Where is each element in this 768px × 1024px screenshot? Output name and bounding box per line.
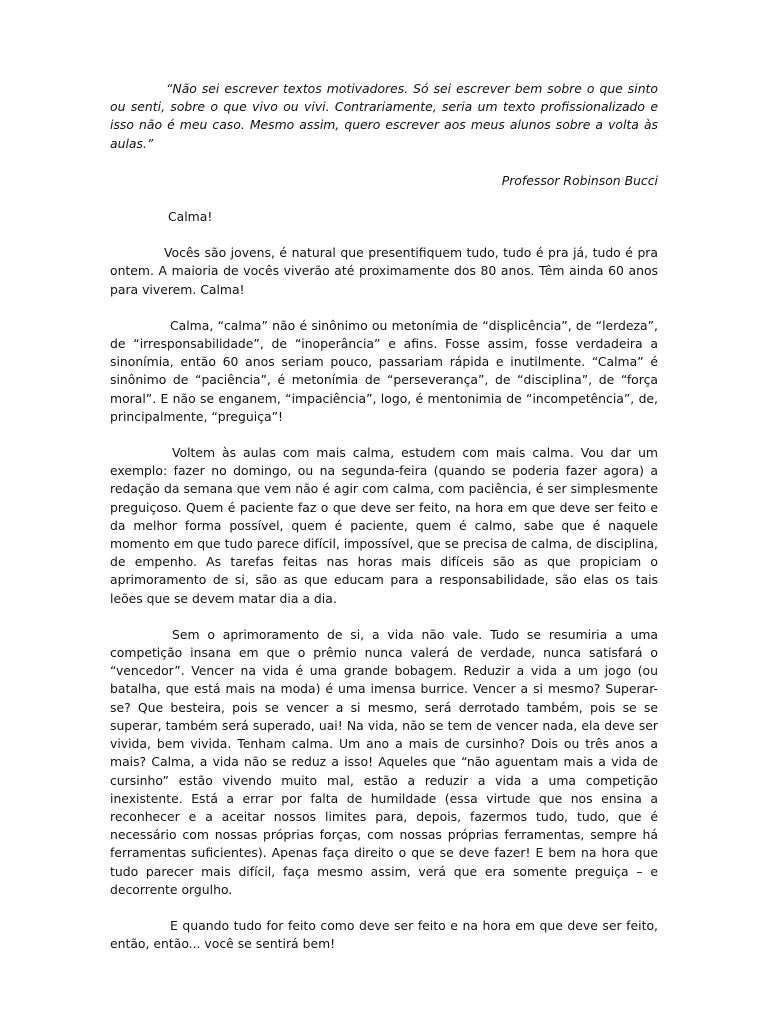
epigraph-quote: “Não sei escrever textos motivadores. Só sei escrever bem sobre o que sinto ou senti, sobre o que vivo ou vivi. Contrariamente, seria um texto profissionalizado e isso não é meu caso. Mesmo assim, quero escrever aos meus alunos sobre a volta às aulas.”: [110, 81, 658, 151]
document-page: [110, 80, 658, 971]
paragraph: Calma, “calma” não é sinônimo ou metonímia de “displicência”, de “lerdeza”, de “irresponsabilidade”, de “inoperância” e afins. Fosse assim, fosse verdadeira a sinonímia, então 60 anos seriam pouco, passariam rápida e inutilmente. “Calma” é sinônimo de “paciência”, é metonímia de “perseverança”, de “disciplina”, de “força moral”. E não se enganem, “impaciência”, logo, é mentonimia de “incompetência”, de, principalmente, “preguiça”!: [110, 317, 658, 424]
paragraph: Sem o aprimoramento de si, a vida não vale. Tudo se resumiria a uma competição insana em que o prêmio nunca valerá de verdade, nunca satisfará o “vencedor”. Vencer na vida é uma grande bobagem. Reduzir a vida a um jogo (ou batalha, que está mais na moda) é uma imensa burrice. Vencer a si mesmo? Superar-se? Que besteira, pois se vencer a si mesmo, será derrotado também, pois se se superar, também será superado, uai! Na vida, não se tem de vencer nada, ela deve ser vivida, bem vivida. Tenham calma. Um ano a mais de cursinho? Dois ou três anos a mais? Calma, a vida não se reduz a isso! Aqueles que “não aguentam mais a vida de cursinho” estão vivendo muito mal, estão a reduzir a vida a uma competição inexistente. Está a errar por falta de humildade (essa virtude que nos ensina a reconhecer e a aceitar nossos limites para, depois, fazermos tudo, tudo, que é necessário com nossas próprias forças, com nossas próprias ferramentas, sempre há ferramentas suficientes). Apenas faça direito o que se deve fazer! E bem na hora que tudo parecer mais difícil, faça mesmo assim, verá que era somente preguiça – e decorrente orgulho.: [110, 626, 658, 897]
paragraph: E quando tudo for feito como deve ser feito e na hora em que deve ser feito, então, então... você se sentirá bem!: [110, 917, 658, 952]
salutation: Calma!: [168, 209, 213, 225]
paragraph: Vocês são jovens, é natural que presentifiquem tudo, tudo é pra já, tudo é pra ontem. A maioria de vocês viverão até proximamente dos 80 anos. Têm ainda 60 anos para viverem. Calma!: [110, 245, 658, 297]
paragraph: Voltem às aulas com mais calma, estudem com mais calma. Vou dar um exemplo: fazer no domingo, ou na segunda-feira (quando se poderia fazer agora) a redação da semana que vem não é agir com calma, com paciência, é ser simplesmente preguiçoso. Quem é paciente faz o que deve ser feito, na hora em que deve ser feito e da melhor forma possível, quem é paciente, quem é calmo, sabe que é naquele momento em que tudo parece difícil, impossível, que se precisa de calma, de disciplina, de empenho. As tarefas feitas nas horas mais difíceis são as que propiciam o aprimoramento de si, são as que educam para a responsabilidade, são elas os tais leões que se devem matar dia a dia.: [110, 445, 658, 606]
author-attribution: Professor Robinson Bucci: [501, 172, 658, 188]
